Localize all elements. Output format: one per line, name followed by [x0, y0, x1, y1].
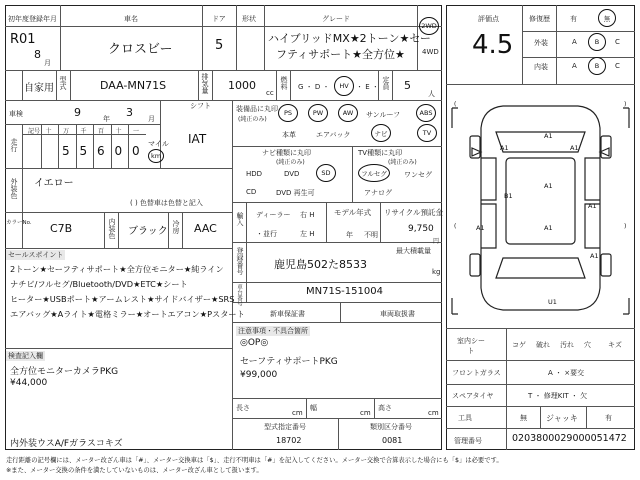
diagram-mark: A1	[588, 202, 597, 210]
sales-point-line: エアバッグ★Aライト★電格ミラー★オートエアコン★Pスタート	[10, 309, 245, 319]
mileage-digit-header: 一	[133, 128, 140, 135]
frame-label: 車台番号	[236, 284, 242, 306]
mileage-digit-header: 千	[80, 128, 87, 135]
recycle-unit: 円	[433, 238, 440, 245]
navi-sd-circle: SD	[316, 164, 336, 182]
grade-label: グレード	[322, 15, 350, 23]
score-value: 4.5	[472, 30, 514, 60]
max-load-label: 最大積載量	[396, 247, 431, 255]
navi-dvd: DVD	[284, 170, 300, 178]
shape-label: 形状	[242, 15, 256, 23]
class-label: 類別区分番号	[370, 423, 412, 431]
cc-unit: cc	[266, 89, 274, 97]
equip-ps-circle: PS	[278, 104, 298, 122]
model-value: DAA-MN71S	[100, 79, 167, 92]
car-name-value: クロスビー	[108, 42, 173, 57]
month-unit: 月	[44, 59, 51, 67]
airbag-label: エアバック	[316, 131, 351, 139]
reg-value: 鹿児島502た8533	[274, 258, 367, 271]
spare-tire-label: スペアタイヤ	[452, 392, 494, 400]
repair-label: 修復歴	[529, 15, 550, 23]
exterior-note: ( ) 色替車は色替と記入	[130, 199, 203, 207]
ext-grade-a: A	[572, 38, 577, 46]
front-glass-value: A ・ ×要交	[548, 369, 585, 377]
ext-grade-c: C	[615, 38, 620, 46]
tools-label: 工具	[458, 414, 472, 422]
interior-color-label: 内装色	[108, 218, 116, 239]
mileage-digit: 6	[97, 144, 105, 158]
equip-aw-circle: AW	[338, 104, 358, 122]
svg-text:): )	[624, 223, 627, 230]
door-label: ドア	[212, 15, 226, 23]
width-label: 幅	[310, 404, 317, 412]
interior-sheet-option: 穴	[584, 341, 591, 349]
recycle-value: 9,750	[408, 224, 434, 234]
mileage-digit-header: 百	[98, 128, 105, 135]
diagram-mark: U1	[548, 298, 557, 306]
fuel-rest: ・ E ・	[356, 83, 379, 91]
tv-type-title: TV種類に丸印	[358, 149, 403, 157]
notes-line3: ¥99,000	[240, 370, 278, 380]
ext-grade-b-circle: B	[588, 33, 606, 51]
notes-line1: ◎OP◎	[240, 338, 269, 348]
exterior-value: イエロー	[34, 178, 74, 189]
capacity-value: 5	[404, 79, 411, 92]
diagram-mark: A1	[544, 182, 553, 190]
color-no-label: カラーNo.	[6, 220, 32, 226]
inspected-line2: ¥44,000	[10, 378, 48, 388]
color-no-value: C7B	[50, 222, 73, 235]
sales-point-line: ナチビ/フルセグ/Bluetooth/DVD★ETC★シート	[10, 279, 188, 289]
right-h: 右 H	[300, 211, 315, 219]
length-unit: cm	[292, 409, 303, 417]
interior-sheet-option: 汚れ	[560, 341, 574, 349]
tv-oneseg: ワンセグ	[404, 171, 432, 179]
capacity-unit: 人	[428, 90, 435, 98]
navi-cd: CD	[246, 188, 257, 196]
navi-type-title: ナビ種類に丸印	[262, 149, 311, 157]
fuel-options: G ・ D ・	[298, 83, 330, 91]
navi-dvd-play: DVD 再生可	[276, 189, 315, 197]
displacement-label: 排気量	[201, 73, 209, 94]
width-unit: cm	[360, 409, 371, 417]
dealer-label: ディーラー	[256, 211, 291, 219]
unit-mile: マイル	[148, 140, 169, 148]
sales-point-line: ヒーター★USBポート★アームレスト★サイドバイザー★SRS	[10, 294, 235, 304]
int-grade-c: C	[615, 62, 620, 70]
model-year-unknown: 不明	[364, 231, 378, 239]
height-label: 高さ	[378, 404, 392, 412]
ac-label: 冷房	[172, 220, 180, 234]
mileage-digit-header: 十	[45, 128, 52, 135]
equipment-title: 装備品に丸印	[236, 105, 278, 113]
inspected-line1: 全方位モニターカメラPKG	[10, 367, 119, 377]
tv-circle: TV	[417, 124, 437, 142]
jack-label: ジャッキ	[546, 414, 578, 423]
model-label: 型式	[59, 76, 67, 90]
footer-line2: ※また、メーター交換の条件を満たしていないものは、メーター改ざん車として扱います。	[6, 467, 263, 474]
interior-grade-label: 内装	[534, 63, 548, 71]
svg-text:(: (	[454, 223, 457, 230]
max-load-unit: kg	[432, 268, 441, 276]
mileage-digit: 0	[132, 144, 140, 158]
grade-line2: フティサポート★全方位★	[276, 48, 405, 61]
jack-value: 有	[605, 414, 612, 422]
svg-text:): )	[624, 101, 627, 108]
recycle-label: リサイクル預託金	[384, 208, 443, 217]
repair-yes: 有	[570, 15, 577, 23]
first-reg-month: 8	[34, 48, 41, 61]
fuel-hv-circle: HV	[334, 76, 354, 96]
frame-value: MN71S-151004	[306, 286, 383, 297]
left-h: 左 H	[300, 230, 315, 238]
parallel-label: ・並行	[256, 230, 277, 238]
bottom-left-text: 内外装ウスA/Fガラスコキズ	[10, 439, 123, 449]
diagram-mark: B1	[504, 192, 513, 200]
height-unit: cm	[428, 409, 439, 417]
fuel-label: 燃料	[280, 76, 288, 90]
navi-circle: ナビ	[371, 124, 391, 142]
length-label: 長さ	[236, 404, 250, 412]
inspection-year-unit: 年	[103, 115, 110, 123]
interior-sheet-option: コゲ	[512, 341, 526, 349]
notes-label: 注意事項・不具合箇所	[238, 327, 308, 335]
mgmt-label: 管理番号	[454, 437, 482, 445]
reg-label: 登録番号	[236, 247, 244, 275]
mileage-digit-header: 万	[63, 128, 70, 135]
equipment-subtitle: (純正のみ)	[238, 116, 267, 123]
car-name-label: 車名	[124, 15, 138, 23]
abs-circle: ABS	[416, 104, 436, 122]
mileage-digit: 5	[62, 144, 70, 158]
footer-line1: 走行距離の記号欄には、メーター改ざん車は「#」、メーター交換車は「$」、走行不明車は「#」を記入してください。メーター交換で合算表示した場合にも「$」は必要です。	[6, 457, 503, 464]
mgmt-value: 0203800029000051472	[512, 433, 627, 444]
capacity-label: 定員	[382, 76, 390, 90]
shift-label: シフト	[190, 102, 211, 110]
shift-value: IAT	[188, 132, 207, 146]
ac-value: AAC	[194, 222, 217, 235]
sales-points-label: セールスポイント	[8, 251, 64, 259]
diagram-mark: A1	[570, 144, 579, 152]
designation-value: 18702	[276, 436, 302, 445]
inspected-label: 検査記入欄	[8, 352, 43, 360]
notes-line2: セーフティサポートPKG	[240, 357, 338, 367]
first-reg-value: R01	[10, 32, 36, 47]
door-value: 5	[215, 38, 224, 53]
model-year-label: モデル年式	[334, 208, 372, 217]
first-reg-label: 初年度登録年月	[8, 15, 57, 23]
score-label: 評価点	[478, 15, 499, 23]
unit-km-circle: km	[148, 149, 164, 163]
mileage-digit: 5	[79, 144, 88, 158]
int-grade-b-circle: B	[588, 57, 606, 75]
displacement-value: 1000	[228, 79, 256, 92]
tv-analog: アナログ	[364, 189, 392, 197]
mileage-digit: 0	[114, 144, 123, 158]
navi-hdd: HDD	[246, 170, 263, 178]
car-damage-diagram	[448, 88, 633, 320]
class-value: 0081	[382, 436, 403, 445]
svg-text:(: (	[454, 101, 457, 108]
import-label: 輸入	[236, 212, 244, 226]
interior-sheet-label: 室内シート	[457, 337, 485, 355]
designation-label: 型式指定番号	[264, 423, 306, 431]
diagram-mark: A1	[544, 132, 553, 140]
tools-value: 無	[520, 414, 527, 422]
diagram-mark: A1	[590, 252, 599, 260]
interior-sheet-option: キズ	[608, 341, 622, 349]
use-value: 自家用	[24, 83, 54, 94]
interior-color-value: ブラック	[128, 226, 168, 237]
exterior-label: 外装色	[10, 178, 18, 199]
tv-type-subtitle: (純正のみ)	[388, 159, 417, 166]
diagram-mark: A1	[544, 224, 553, 232]
front-glass-label: フロントガラス	[452, 369, 501, 377]
spare-tire-value: T ・ 修理KIT ・ 欠	[528, 392, 588, 400]
repair-no-circle: 無	[598, 9, 616, 27]
inspection-year: 9	[74, 106, 81, 119]
navi-type-subtitle: (純正のみ)	[276, 159, 305, 166]
grade-line1: ハイブリッドMX★2トーン★セー	[268, 32, 431, 45]
tv-fullseg-circle: フルセグ	[358, 164, 390, 182]
diagram-mark: A1	[476, 224, 485, 232]
inspection-label: 車検	[9, 110, 23, 118]
sales-point-line: 2トーン★セーフティサポート★全方位モニター★純ライン	[10, 264, 224, 274]
equip-pw-circle: PW	[308, 104, 328, 122]
drive-2wd-circle: 2WD	[419, 17, 439, 35]
manual-label: 車両取扱書	[380, 310, 415, 318]
int-grade-a: A	[572, 62, 577, 70]
drive-4wd: 4WD	[422, 48, 439, 56]
interior-sheet-option: 破れ	[536, 341, 550, 349]
mileage-digit-header: 記号	[28, 128, 41, 135]
leather-label: 本革	[282, 131, 296, 139]
inspection-month-unit: 月	[148, 115, 155, 123]
mileage-digit-header: 十	[115, 128, 122, 135]
exterior-grade-label: 外装	[534, 39, 548, 47]
mileage-label: 走行	[10, 138, 18, 152]
sunroof-label: サンルーフ	[366, 111, 401, 119]
model-year-unit: 年	[346, 231, 353, 239]
new-car-warranty: 新車保証書	[270, 310, 305, 318]
inspection-month: 3	[126, 106, 133, 119]
diagram-mark: A1	[500, 144, 509, 152]
